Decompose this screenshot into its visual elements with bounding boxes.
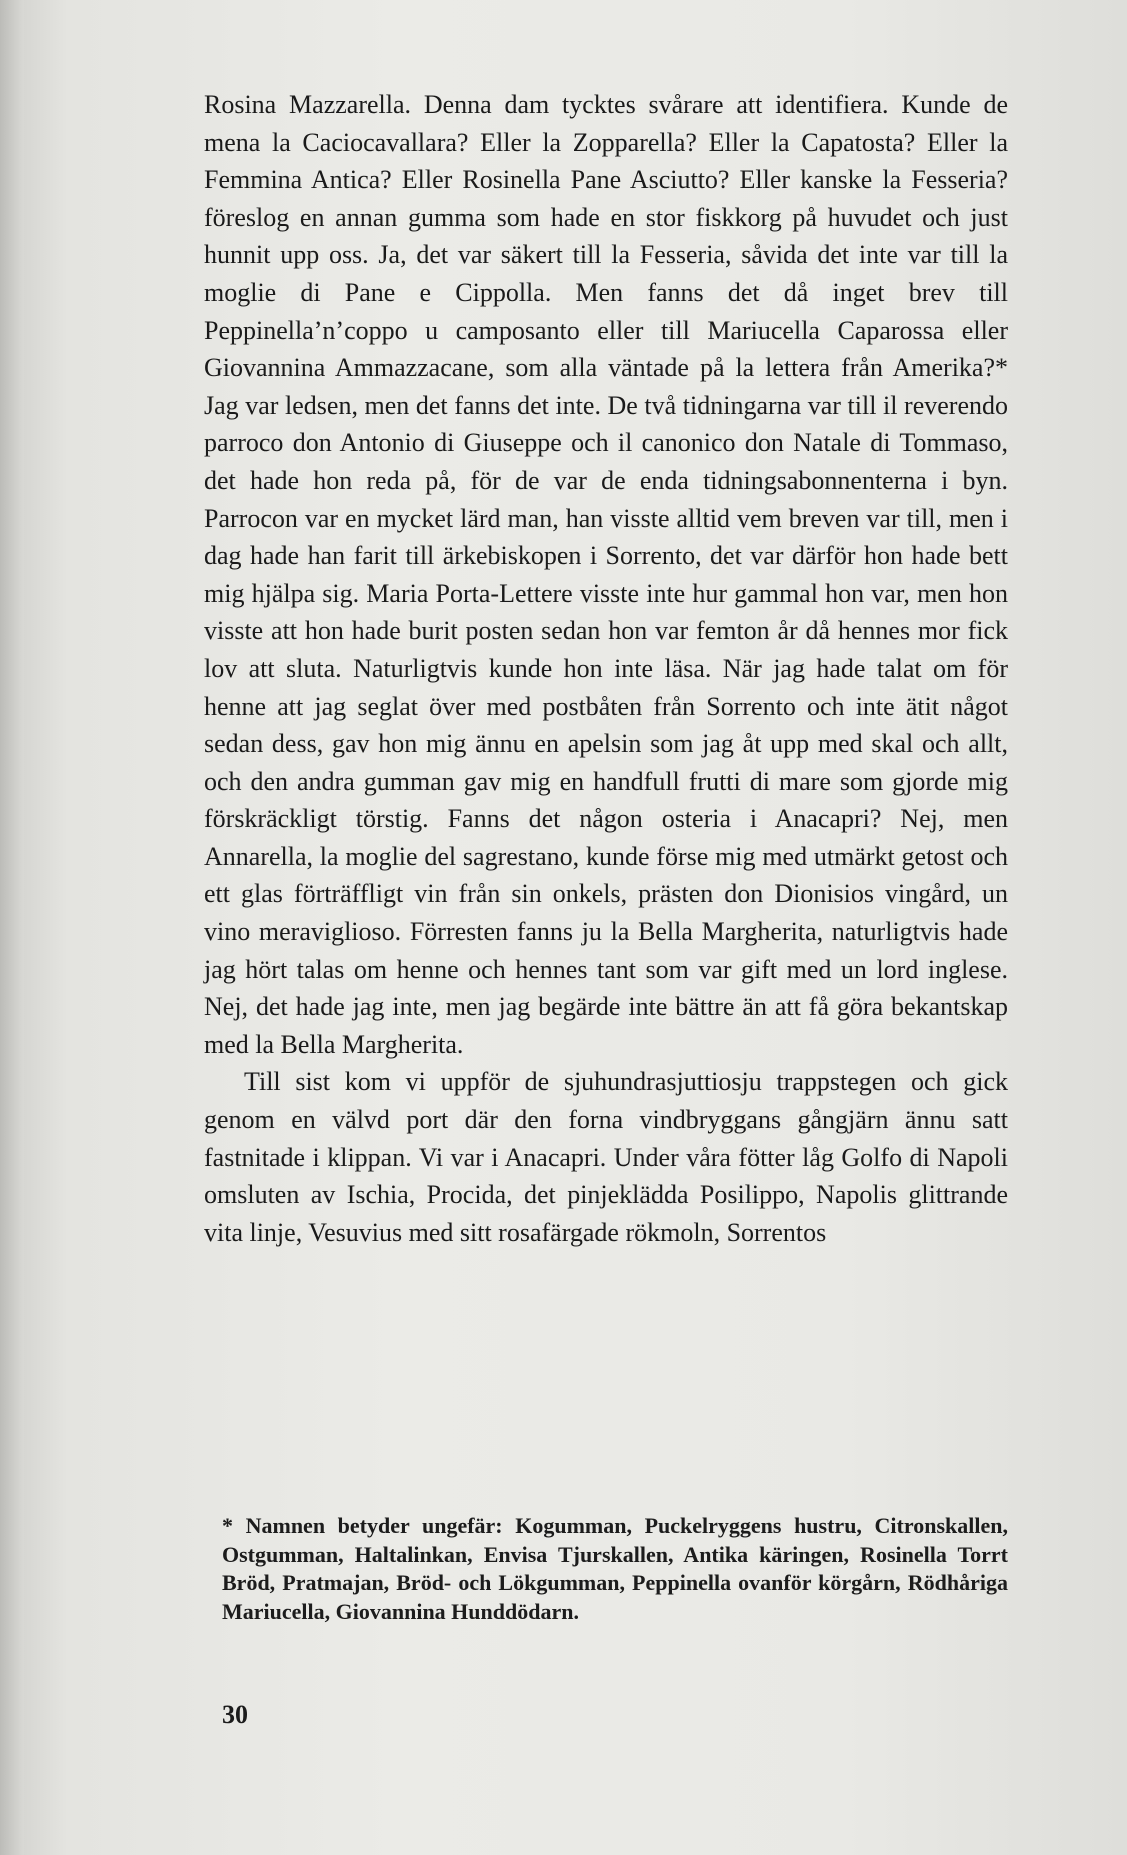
main-text-block [204, 86, 1008, 1251]
footnote: * Namnen betyder ungefär: Kogumman, Puckelryggens hustru, Citronskallen, Ostgumman, Haltalinkan, Envisa Tjurskallen, Antika käringen, Rosinella Torrt Bröd, Pratmajan, Bröd- och Lökgumman, Peppinella ovanför körgårn, Rödhåriga Mariucella, Giovannina Hunddödarn. [222, 1513, 1008, 1624]
paragraph-1: Rosina Mazzarella. Denna dam tycktes svårare att identifiera. Kunde de mena la Caciocavallara? Eller la Zopparella? Eller la Capatosta? Eller la Femmina Antica? Eller Rosinella Pane Asciutto? Eller kanske la Fesseria? föreslog en annan gumma som hade en stor fiskkorg på huvudet och just hunnit upp oss. Ja, det var säkert till la Fesseria, såvida det inte var till la moglie di Pane e Cippolla. Men fanns det då inget brev till Peppinella’n’coppo u camposanto eller till Mariucella Caparossa eller Giovannina Ammazzacane, som alla väntade på la lettera från Amerika?* Jag var ledsen, men det fanns det inte. De två tidningarna var till il reverendo parroco don Antonio di Giuseppe och il canonico don Natale di Tommaso, det hade hon reda på, för de var de enda tidningsabonnenterna i byn. Parrocon var en mycket lärd man, han visste alltid vem breven var till, men i dag hade han farit till ärkebiskopen i Sorrento, det var därför hon hade bett mig hjälpa sig. Maria Porta-Lettere visste inte hur gammal hon var, men hon visste att hon hade burit posten sedan hon var femton år då hennes mor fick lov att sluta. Naturligtvis kunde hon inte läsa. När jag hade talat om för henne att jag seglat över med postbåten från Sorrento och inte ätit något sedan dess, gav hon mig ännu en apelsin som jag åt upp med skal och allt, och den andra gumman gav mig en handfull frutti di mare som gjorde mig förskräckligt törstig. Fanns det någon osteria i Anacapri? Nej, men Annarella, la moglie del sagrestano, kunde förse mig med utmärkt getost och ett glas förträffligt vin från sin onkels, prästen don Dionisios vingård, un vino meraviglioso. Förresten fanns ju la Bella Margherita, naturligtvis hade jag hört talas om henne och hennes tant som var gift med un lord inglese. Nej, det hade jag inte, men jag begärde inte bättre än att få göra bekantskap med la Bella Margherita. [204, 90, 1008, 1059]
paragraph-2: Till sist kom vi uppför de sjuhundrasjuttiosju trappstegen och gick genom en välvd port där den forna vindbryggans gångjärn ännu satt fastnitade i klippan. Vi var i Anacapri. Under våra fötter låg Golfo di Napoli omsluten av Ischia, Procida, det pinjeklädda Posilippo, Napolis glittrande vita linje, Vesuvius med sitt rosafärgade rökmoln, Sorrentos [204, 1067, 1008, 1247]
body-text [204, 86, 1008, 1251]
page-edge-shadow [0, 0, 24, 1855]
page-number: 30 [222, 1700, 248, 1729]
